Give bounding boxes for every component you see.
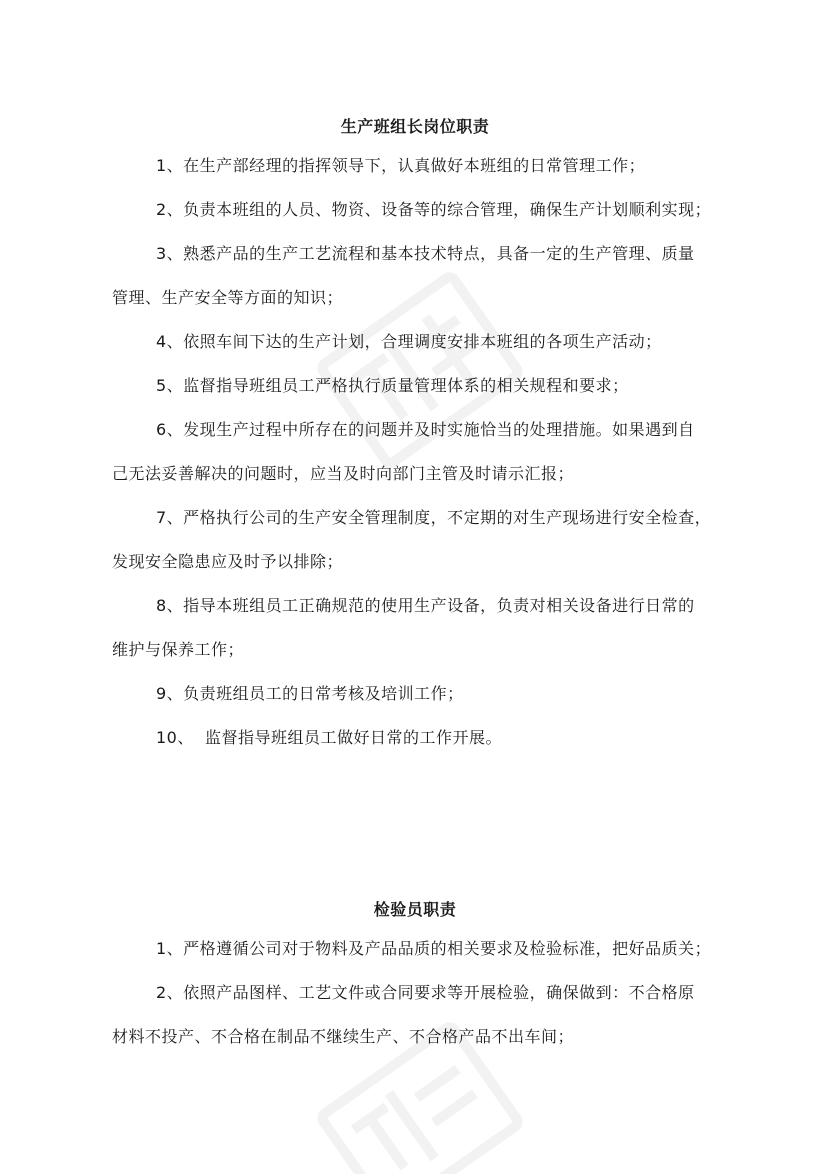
duty-line: 7、严格执行公司的生产安全管理制度，不定期的对生产现场进行安全检查， (156, 508, 712, 527)
duty-line: 10、 监督指导班组员工做好日常的工作开展。 (156, 728, 503, 747)
duty-line: 8、指导本班组员工正确规范的使用生产设备，负责对相关设备进行日常的 (156, 596, 695, 615)
duty-line-continued: 发现安全隐患应及时予以排除； (112, 552, 344, 571)
duty-line: 6、发现生产过程中所存在的问题并及时实施恰当的处理措施。如果遇到自 (156, 420, 695, 439)
duty-line-continued: 管理、生产安全等方面的知识； (112, 288, 344, 307)
duty-line: 2、负责本班组的人员、物资、设备等的综合管理，确保生产计划顺利实现； (156, 200, 712, 219)
section-title-inspector: 检验员职责 (373, 900, 457, 919)
duty-line: 4、依照车间下达的生产计划，合理调度安排本班组的各项生产活动； (156, 332, 662, 351)
duty-line: 9、负责班组员工的日常考核及培训工作； (156, 684, 464, 703)
duty-line: 2、依照产品图样、工艺文件或合同要求等开展检验，确保做到：不合格原 (156, 983, 695, 1002)
duty-line: 1、严格遵循公司对于物料及产品品质的相关要求及检验标准，把好品质关； (156, 939, 712, 958)
duty-line-continued: 材料不投产、不合格在制品不继续生产、不合格产品不出车间； (112, 1027, 575, 1046)
duty-line: 3、熟悉产品的生产工艺流程和基本技术特点，具备一定的生产管理、质量 (156, 244, 695, 263)
duty-line: 5、监督指导班组员工严格执行质量管理体系的相关规程和要求； (156, 376, 629, 395)
duty-line: 1、在生产部经理的指挥领导下，认真做好本班组的日常管理工作； (156, 156, 646, 175)
duty-line-continued: 维护与保养工作； (112, 640, 245, 659)
duty-line-continued: 己无法妥善解决的问题时，应当及时向部门主管及时请示汇报； (112, 464, 575, 483)
section-title-team-leader: 生产班组长岗位职责 (340, 117, 490, 136)
